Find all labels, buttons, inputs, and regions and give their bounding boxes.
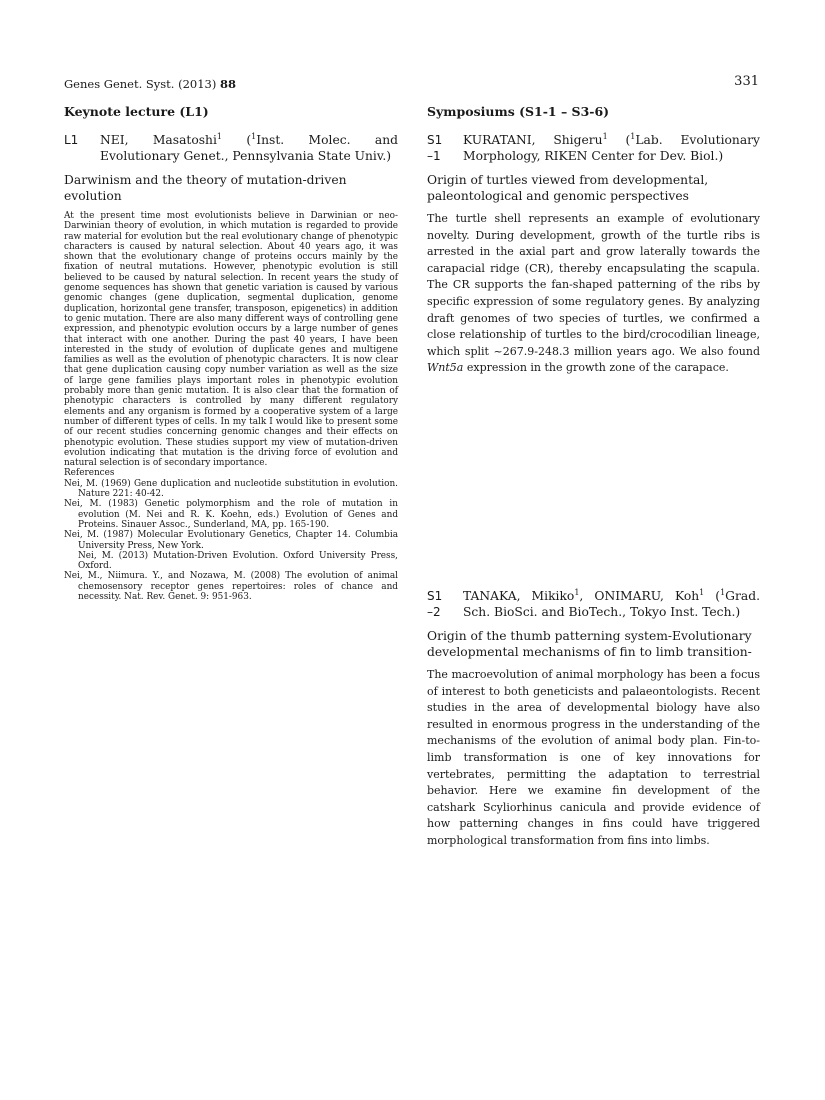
entry-authors-s1-2	[463, 588, 760, 620]
entry-title-l1: Darwinism and the theory of mutation-driven evolution	[64, 173, 347, 203]
entry-code-line: S1	[427, 589, 443, 603]
author-superscript: 1	[216, 132, 223, 141]
affiliation: Lab. Evolutionary Morphology, RIKEN Center for Dev. Biol.)	[463, 133, 760, 163]
abstract-s1-2: The macroevolution of animal morphology has been a focus of interest to both geneticists and palaeontologists. Recent studies in the area of developmental biology have also resulted in enormous progress in the understanding of the mechanisms of the evolution of animal body plan. Fin-to-limb transformation is one of key innovations for vertebrates, permitting the adaptation to terrestrial behavior. Here we examine fin development of the catshark Scyliorhinus canicula and provide evidence of how patterning changes in fins could have triggered morphological transformation from fins into limbs.	[427, 668, 760, 847]
reference-item: Nei, M., Niimura. Y., and Nozawa, M. (2008) The evolution of animal chemosensory receptor genes repertoires: roles of chance and necessity. Nat. Rev. Genet. 9: 951-963.	[64, 571, 398, 602]
journal-volume: 88	[220, 77, 237, 91]
references-block	[64, 468, 398, 602]
entry-s1-2	[427, 588, 760, 850]
entry-code-line: S1	[427, 133, 443, 147]
affiliation-superscript: 1	[251, 132, 257, 141]
references-heading: References	[64, 468, 115, 479]
right-column	[427, 104, 760, 377]
entry-code-l1: L1	[64, 133, 79, 147]
entry-authors-l1	[100, 132, 398, 164]
entry-header-s1-1	[427, 132, 760, 164]
gene-name: Wnt5a	[427, 361, 464, 375]
section-title-symposiums: Symposiums (S1-1 – S3-6)	[427, 104, 610, 119]
author-superscript: 1	[574, 588, 580, 597]
entry-header-l1	[64, 132, 398, 164]
abstract-text: The turtle shell represents an example of evolutionary novelty. During development, growth of the turtle ribs is arrested in the axial part and grow laterally towards the carapacial ridge (CR), thereby encapsulating the scapula. The CR supports the fan-shaped patterning of the ribs by specific expression of some regulatory genes. By analyzing draft genomes of two species of turtles, we confirmed a close relationship of turtles to the bird/crocodilian lineage, which split ~267.9-248.3 million years ago. We also found	[427, 212, 760, 358]
author-name: , ONIMARU, Koh	[579, 589, 700, 603]
abstract-text: expression in the growth zone of the carapace.	[463, 361, 729, 375]
entry-title-s1-1: Origin of turtles viewed from developmental, paleontological and genomic perspectives	[427, 173, 709, 203]
entry-header-s1-2	[427, 588, 760, 620]
reference-item: Nei, M. (1983) Genetic polymorphism and the role of mutation in evolution (M. Nei and R. K. Koehn, eds.) Evolution of Genes and Proteins. Sinauer Assoc., Sunderland, MA, pp. 165-190.	[64, 499, 398, 530]
entry-title-s1-2: Origin of the thumb patterning system-Evolutionary developmental mechanisms of fin to limb transition-	[427, 629, 752, 659]
affiliation-open: (	[704, 589, 721, 603]
author-name: TANAKA, Mikiko	[463, 589, 575, 603]
affiliation-open: (	[607, 133, 631, 147]
affiliation-superscript: 1	[630, 132, 636, 141]
page-number: 331	[734, 74, 759, 89]
entry-code-s1-1	[427, 132, 463, 164]
author-name: NEI, Masatoshi	[100, 133, 217, 147]
author-superscript: 1	[602, 132, 608, 141]
affiliation: Inst. Molec. and Evolutionary Genet., Pennsylvania State Univ.)	[100, 133, 398, 163]
reference-item: Nei, M. (2013) Mutation-Driven Evolution. Oxford University Press, Oxford.	[78, 550, 398, 572]
abstract-l1: At the present time most evolutionists believe in Darwinian or neo-Darwinian theory of evolution, in which mutation is regarded to provide raw material for evolution but the real evolutionary change of phenotypic characters is caused by natural selection. About 40 years ago, it was shown that the evolutionary change of proteins occurs mainly by the fixation of neutral mutations. However, phenotypic evolution is still believed to be caused by natural selection. In recent years the study of genome sequences has shown that genetic variation is caused by various genomic changes (gene duplication, segmental duplication, genome duplication, horizontal gene transfer, transposon, epigenetics) in addition to genic mutation. There are also many different ways of controlling gene expression, and phenotypic evolution occurs by a large number of genes that interact with one another. During the past 40 years, I have been interested in the study of evolution of duplicate genes and multigene families as well as the evolution of phenotypic characters. It is now clear that gene duplication causing copy number variation as well as the size of large gene families plays important roles in phenotypic evolution probably more than genic mutation. It is also clear that the formation of phenotypic characters is controlled by many different regulatory elements and any organism is formed by a cooperative system of a large number of different types of cells. In my talk I would like to present some of our recent studies concerning genomic changes and their effects on phenotypic evolution. These studies support my view of mutation-driven evolution indicating that mutation is the driving force of evolution and natural selection is of secondary importance.	[64, 211, 398, 469]
affiliation: Grad. Sch. BioSci. and BioTech., Tokyo Inst. Tech.)	[463, 589, 760, 619]
author-superscript: 1	[699, 588, 705, 597]
reference-item: Nei, M. (1969) Gene duplication and nucleotide substitution in evolution. Nature 221: 40-42.	[64, 478, 398, 500]
abstract-s1-1	[427, 211, 760, 377]
author-name: KURATANI, Shigeru	[463, 133, 603, 147]
section-title-keynote: Keynote lecture (L1)	[64, 104, 209, 119]
running-head	[64, 77, 236, 91]
affiliation-superscript: 1	[720, 588, 726, 597]
journal-name: Genes Genet. Syst. (2013)	[64, 77, 217, 91]
reference-item: Nei, M. (1987) Molecular Evolutionary Genetics, Chapter 14. Columbia University Press, New York.	[64, 530, 398, 551]
entry-code-line: –2	[427, 605, 441, 619]
left-column	[64, 104, 398, 602]
entry-code-s1-2	[427, 588, 463, 620]
entry-code-line: –1	[427, 149, 441, 163]
affiliation-open: (	[222, 133, 252, 147]
entry-authors-s1-1	[463, 132, 760, 164]
